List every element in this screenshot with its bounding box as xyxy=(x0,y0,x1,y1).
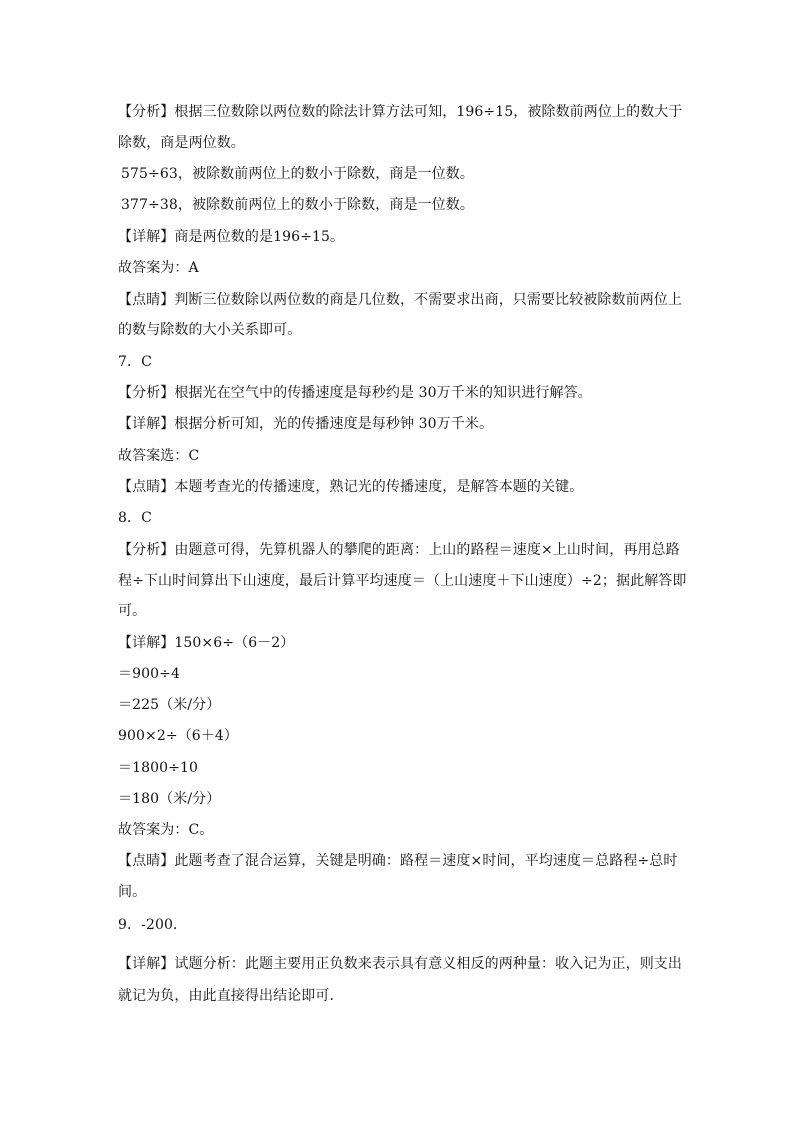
q8-detail-line-3: ＝225（米/分） xyxy=(118,697,221,713)
q8-detail-line-6: ＝180（米/分） xyxy=(118,791,221,807)
q7-analysis: 【分析】根据光在空气中的传播速度是每秒约是 30万千米的知识进行解答。 xyxy=(118,385,592,401)
q8-comment-line-1: 【点睛】此题考查了混合运算，关键是明确：路程＝速度×时间，平均速度＝总路程÷总时 xyxy=(118,853,678,869)
q6-comment-line-1: 【点睛】判断三位数除以两位数的商是几位数，不需要求出商，只需要比较被除数前两位上 xyxy=(118,292,682,308)
q9-heading: 9．-200． xyxy=(118,917,188,933)
q9-detail-line-2: 就记为负，由此直接得出结论即可． xyxy=(118,988,344,1004)
q8-heading: 8．C xyxy=(118,510,152,526)
q6-detail: 【详解】商是两位数的是196÷15。 xyxy=(118,229,345,245)
q8-answer: 故答案为：C。 xyxy=(118,822,214,838)
q8-detail-line-5: ＝1800÷10 xyxy=(118,760,198,776)
q8-analysis-line-2: 程÷下山时间算出下山速度，最后计算平均速度＝（上山速度＋下山速度）÷2；据此解答即 xyxy=(118,573,687,589)
q8-detail-line-2: ＝900÷4 xyxy=(118,666,180,682)
q8-detail-line-1: 【详解】150×6÷（6－2） xyxy=(118,635,295,651)
q6-comment-line-2: 的数与除数的大小关系即可。 xyxy=(118,322,302,338)
q8-detail-line-4: 900×2÷（6＋4） xyxy=(118,728,239,744)
q8-analysis-line-3: 可。 xyxy=(118,603,147,619)
q6-answer: 故答案为：A xyxy=(118,260,199,276)
q6-analysis-line-1: 【分析】根据三位数除以两位数的除法计算方法可知，196÷15，被除数前两位上的数大于 xyxy=(118,104,683,120)
q7-heading: 7．C xyxy=(118,354,152,370)
q7-comment: 【点睛】本题考查光的传播速度，熟记光的传播速度，是解答本题的关键。 xyxy=(118,479,584,495)
q8-analysis-line-1: 【分析】由题意可得，先算机器人的攀爬的距离：上山的路程＝速度×上山时间，再用总路 xyxy=(118,542,680,558)
q6-analysis-line-3: 575÷63，被除数前两位上的数小于除数，商是一位数。 xyxy=(121,166,474,182)
q8-comment-line-2: 间。 xyxy=(118,884,147,900)
q9-detail-line-1: 【详解】试题分析：此题主要用正负数来表示具有意义相反的两种量：收入记为正，则支出 xyxy=(118,956,682,972)
q6-analysis-line-2: 除数，商是两位数。 xyxy=(118,135,245,151)
q7-answer: 故答案选：C xyxy=(118,448,200,464)
q6-analysis-line-4: 377÷38，被除数前两位上的数小于除数，商是一位数。 xyxy=(121,197,474,213)
q7-detail: 【详解】根据分析可知，光的传播速度是每秒钟 30万千米。 xyxy=(118,416,494,432)
